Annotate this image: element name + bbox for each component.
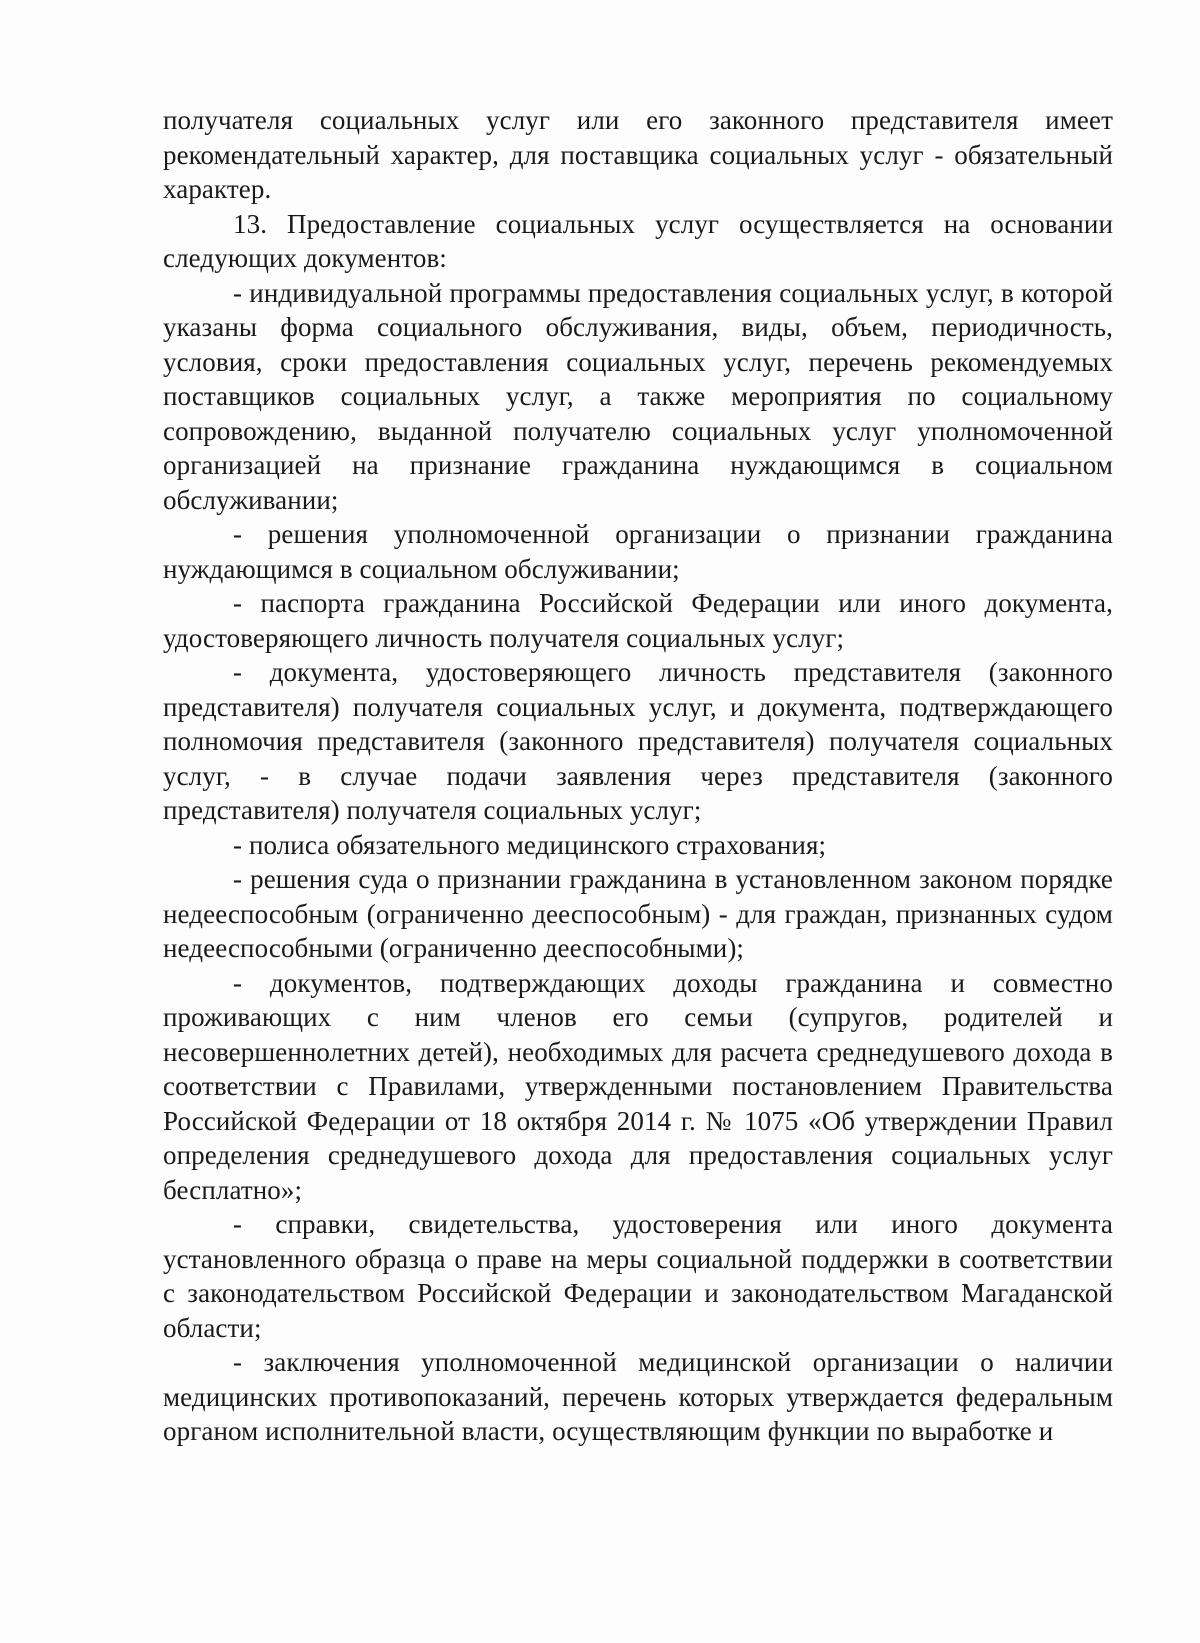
list-item-income-documents: - документов, подтверждающих доходы гражданина и совместно проживающих с ним членов его семьи (супругов, родителей и несовершеннолетних детей), необходимых для расчета среднедушевого дохода в соответствии с Правилами, утвержденными постановлением Правительства Российской Федерации от 18 октября 2014 г. № 1075 «Об утверждении Правил определения среднедушевого дохода для предоставления социальных услуг бесплатно»; bbox=[163, 967, 1113, 1205]
list-item-passport: - паспорта гражданина Российской Федерации или иного документа, удостоверяющего личность получателя социальных услуг; bbox=[163, 588, 1113, 653]
list-item-organization-decision: - решения уполномоченной организации о признании гражданина нуждающимся в социальном обслуживании; bbox=[163, 519, 1113, 584]
paragraph-continuation: получателя социальных услуг или его законного представителя имеет рекомендательный характер, для поставщика социальных услуг - обязательный характер. bbox=[163, 105, 1113, 204]
list-item-court-decision: - решения суда о признании гражданина в установленном законом порядке недееспособным (ограниченно дееспособным) - для граждан, признанных судом недееспособными (ограниченно дееспособными); bbox=[163, 864, 1113, 963]
paragraph-13-intro: 13. Предоставление социальных услуг осуществляется на основании следующих документов: bbox=[163, 208, 1113, 273]
list-item-medical-conclusion: - заключения уполномоченной медицинской организации о наличии медицинских противопоказаний, перечень которых утверждается федеральным органом исполнительной власти, осуществляющим функции по выработке и bbox=[163, 1347, 1113, 1446]
list-item-representative-document: - документа, удостоверяющего личность представителя (законного представителя) получателя социальных услуг, и документа, подтверждающего полномочия представителя (законного представителя) получателя социальных услуг, - в случае подачи заявления через представителя (законного представителя) получателя социальных услуг; bbox=[163, 657, 1113, 825]
document-body bbox=[163, 103, 1113, 1449]
list-item-insurance-policy: - полиса обязательного медицинского страхования; bbox=[233, 829, 827, 860]
list-item-certificate: - справки, свидетельства, удостоверения или иного документа установленного образца о праве на меры социальной поддержки в соответствии с законодательством Российской Федерации и законодательством Магаданской области; bbox=[163, 1209, 1113, 1343]
list-item-individual-program: - индивидуальной программы предоставления социальных услуг, в которой указаны форма социального обслуживания, виды, объем, периодичность, условия, сроки предоставления социальных услуг, перечень рекомендуемых поставщиков социальных услуг, а также мероприятия по социальному сопровождению, выданной получателю социальных услуг уполномоченной организацией на признание гражданина нуждающимся в социальном обслуживании; bbox=[163, 277, 1113, 515]
